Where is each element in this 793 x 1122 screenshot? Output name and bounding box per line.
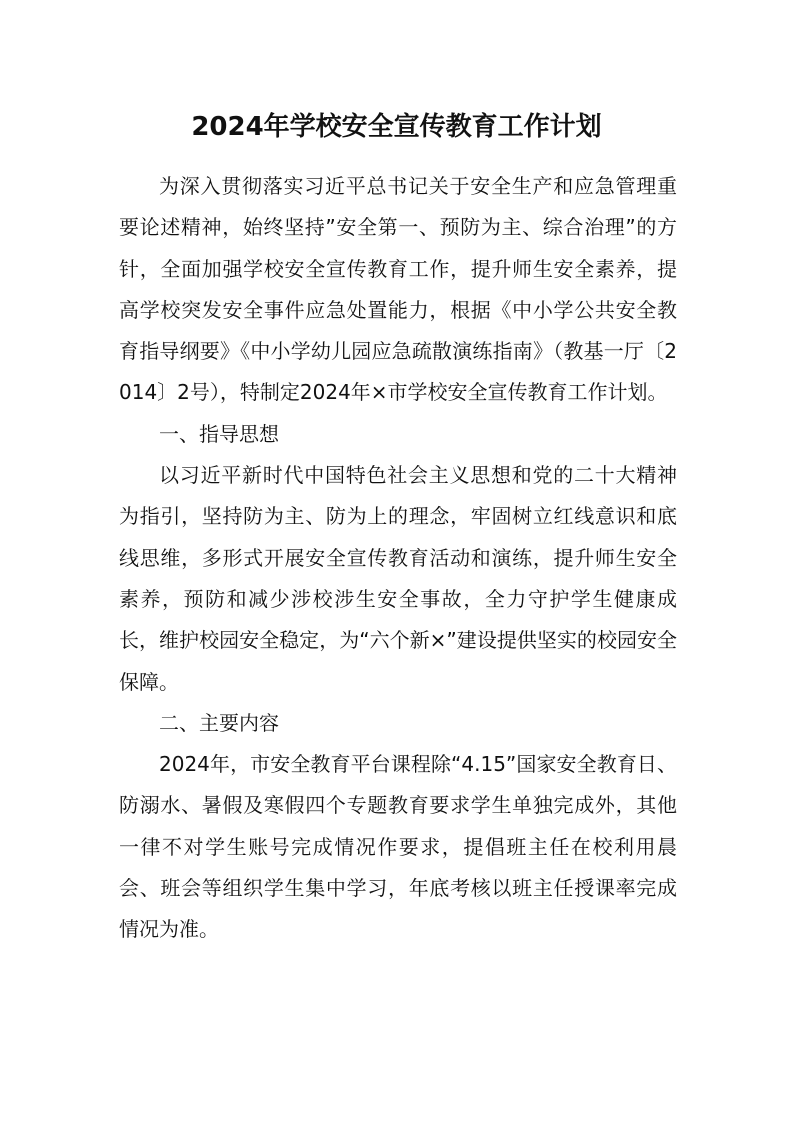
section-heading-guiding-ideology: 一、指导思想 xyxy=(159,421,279,446)
document-title: 2024年学校安全宣传教育工作计划 xyxy=(191,112,602,142)
intro-paragraph: 为深入贯彻落实习近平总书记关于安全生产和应急管理重要论述精神，始终坚持”安全第一、预防为主、综合治理”的方针，全面加强学校安全宣传教育工作，提升师生安全素养，提高学校突发安全事件应急处置能力，根据《中小学公共安全教育指导纲要》《中小学幼儿园应急疏散演练指南》（教基一厅〔2014〕2号），特制定2024年×市学校安全宣传教育工作计划。 xyxy=(119,174,677,405)
main-content-paragraph: 2024年，市安全教育平台课程除“4.15”国家安全教育日、防溺水、暑假及寒假四个专题教育要求学生单独完成外，其他一律不对学生账号完成情况作要求，提倡班主任在校利用晨会、班会等组织学生集中学习，年底考核以班主任授课率完成情况为准。 xyxy=(119,752,677,942)
guiding-ideology-paragraph: 以习近平新时代中国特色社会主义思想和党的二十大精神为指引，坚持防为主、防为上的理念，牢固树立红线意识和底线思维，多形式开展安全宣传教育活动和演练，提升师生安全素养，预防和减少涉校涉生安全事故，全力守护学生健康成长，维护校园安全稳定，为“六个新×”建设提供坚实的校园安全保障。 xyxy=(119,463,677,694)
document-body xyxy=(119,166,677,951)
section-heading-main-content: 二、主要内容 xyxy=(159,710,279,735)
